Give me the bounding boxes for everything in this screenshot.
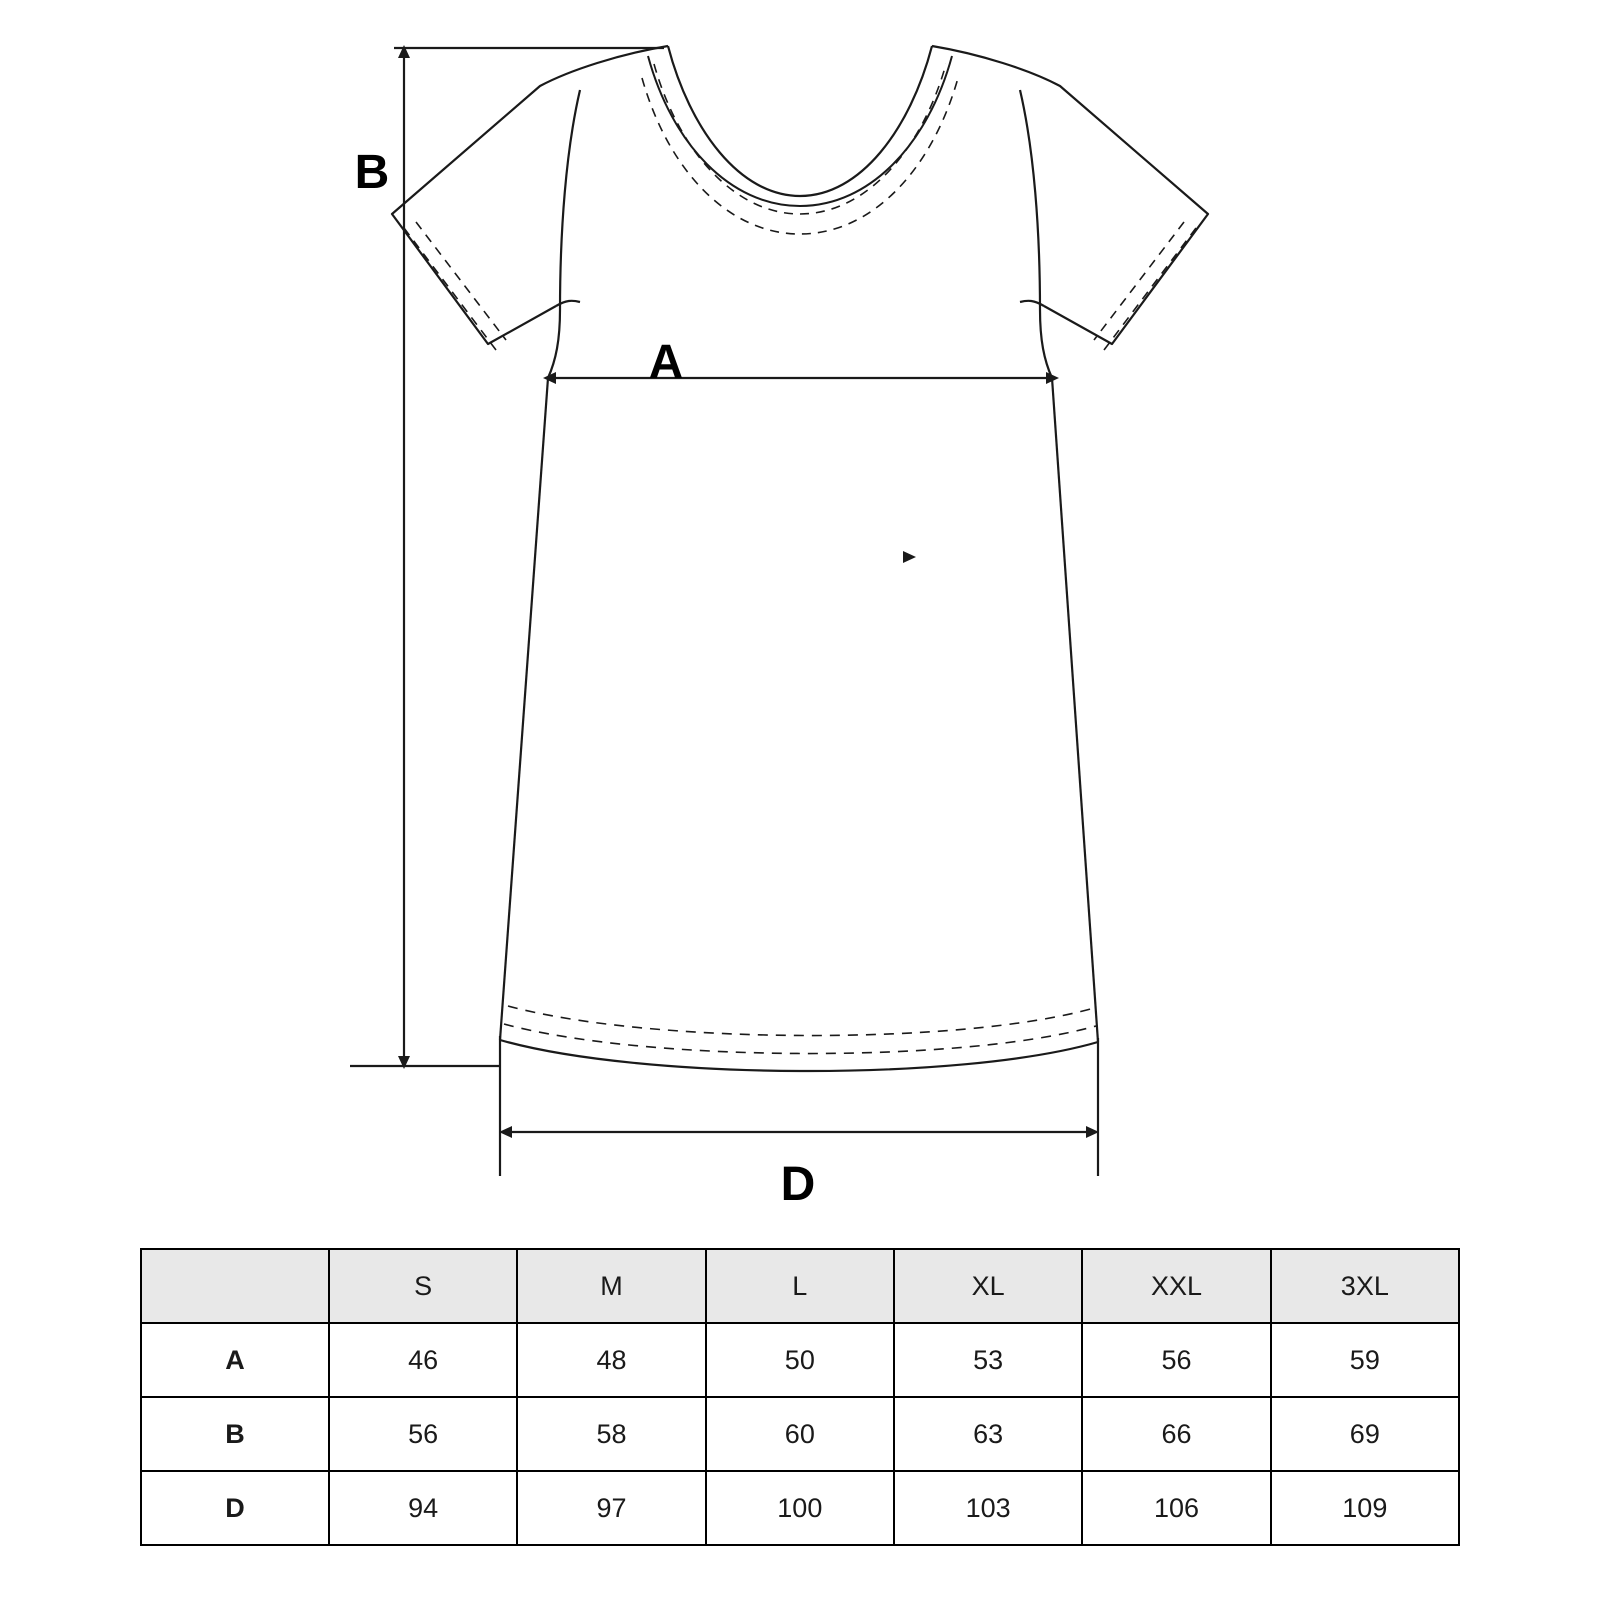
table-row [141,1323,1459,1397]
size-header-m: M [517,1249,705,1323]
table-row [141,1397,1459,1471]
table-header-row [141,1249,1459,1323]
cell-b-s: 56 [329,1397,517,1471]
label-a: A [648,336,684,389]
cell-b-xl: 63 [894,1397,1082,1471]
row-label-a: A [141,1323,329,1397]
size-header-s: S [329,1249,517,1323]
cell-a-s: 46 [329,1323,517,1397]
right-sleeve-stitching [1094,222,1196,350]
cell-d-xl: 103 [894,1471,1082,1545]
label-d: D [780,1158,816,1211]
size-header-l: L [706,1249,894,1323]
table-row [141,1471,1459,1545]
size-header-xxl: XXL [1082,1249,1270,1323]
label-b: B [354,146,390,199]
size-header-3xl: 3XL [1271,1249,1459,1323]
cell-a-xxl: 56 [1082,1323,1270,1397]
cell-b-3xl: 69 [1271,1397,1459,1471]
cell-a-3xl: 59 [1271,1323,1459,1397]
size-header-xl: XL [894,1249,1082,1323]
cell-b-xxl: 66 [1082,1397,1270,1471]
row-label-d: D [141,1471,329,1545]
cell-d-xxl: 106 [1082,1471,1270,1545]
cell-a-m: 48 [517,1323,705,1397]
neckline-stitching [642,64,958,234]
cell-d-m: 97 [517,1471,705,1545]
row-label-b: B [141,1397,329,1471]
cell-a-xl: 53 [894,1323,1082,1397]
cell-b-m: 58 [517,1397,705,1471]
dress-outline [392,46,1208,1071]
size-chart-table [140,1248,1460,1546]
table-corner-cell [141,1249,329,1323]
cell-d-3xl: 109 [1271,1471,1459,1545]
cell-a-l: 50 [706,1323,894,1397]
cell-d-l: 100 [706,1471,894,1545]
cell-d-s: 94 [329,1471,517,1545]
hem-stitching [504,1006,1096,1054]
cell-b-l: 60 [706,1397,894,1471]
neckline-band [648,56,952,206]
left-sleeve-stitching [404,222,506,356]
